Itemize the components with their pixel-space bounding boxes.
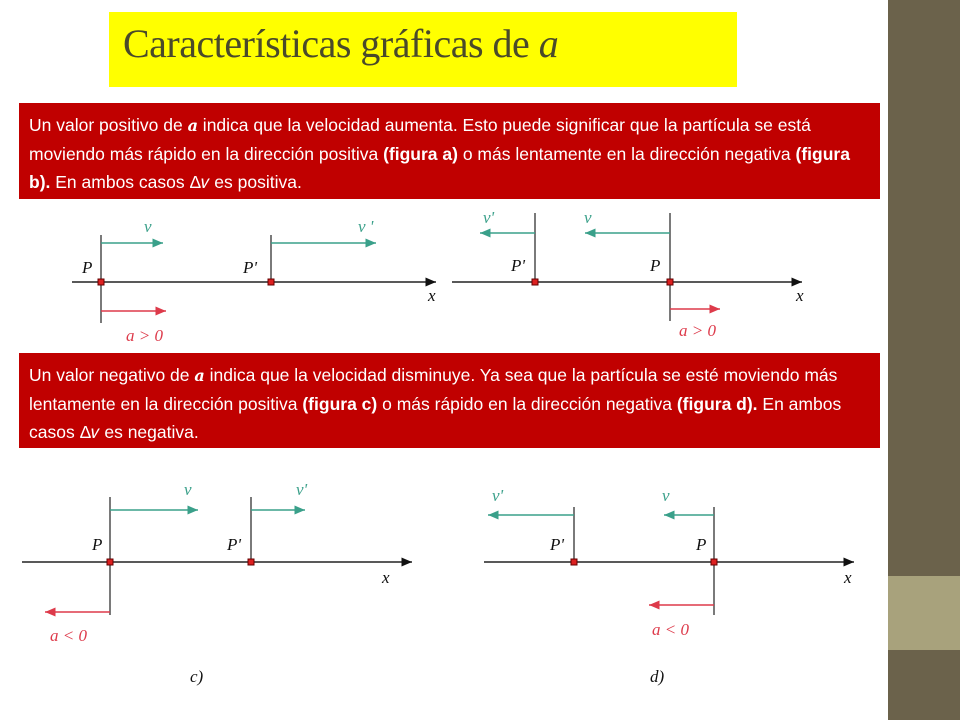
positive-acceleration-box [19, 103, 880, 199]
variable-a: a [194, 366, 205, 385]
particle-point [268, 279, 274, 285]
acceleration-label: a < 0 [50, 626, 87, 645]
point-label: P' [550, 535, 565, 554]
acceleration-label: a > 0 [679, 321, 716, 340]
figure-ref: (figura c) [302, 394, 378, 414]
particle-point [98, 279, 104, 285]
text: o más lentamente en la dirección negativa [457, 144, 796, 164]
sidebar-accent [888, 576, 960, 650]
point-label: P' [227, 535, 242, 554]
delta-v: Δ𝑣 [79, 422, 100, 442]
acceleration-label: a > 0 [126, 326, 163, 345]
figure-caption: c) [190, 667, 204, 686]
acceleration-label: a < 0 [652, 620, 689, 639]
velocity-label: v [584, 208, 592, 227]
text: En ambos casos [29, 394, 842, 442]
axis-label: x [844, 568, 852, 587]
figure-ref: (figura a) [383, 144, 458, 164]
point-label: P' [243, 258, 258, 277]
axis-label: x [796, 286, 804, 305]
text: indica que la velocidad aumenta. Esto puede significar que la partícula se está moviendo más rápido en la dirección positiva [29, 115, 811, 164]
point-label: P [92, 535, 103, 554]
text: o más rápido en la dirección negativa [377, 394, 677, 414]
text: es negativa. [99, 422, 199, 442]
velocity-label: v [184, 480, 192, 499]
text: es positiva. [209, 172, 302, 192]
velocity-label: v' [483, 208, 495, 227]
point-label: P [82, 258, 93, 277]
negative-acceleration-box [19, 353, 880, 448]
velocity-label: v' [296, 480, 308, 499]
velocity-label: v ' [358, 217, 374, 236]
title-banner [109, 12, 737, 87]
slide-title [123, 21, 558, 66]
axis-label: x [382, 568, 390, 587]
point-label: P [650, 256, 661, 275]
particle-point [532, 279, 538, 285]
figure-c [20, 465, 420, 695]
point-label: P' [511, 256, 526, 275]
velocity-label: v' [492, 486, 504, 505]
figure-caption: d) [650, 667, 665, 686]
particle-point [248, 559, 254, 565]
figure-a [60, 205, 450, 350]
figure-d [478, 465, 868, 695]
axis-label: x [428, 286, 436, 305]
text: indica que la velocidad disminuye. Ya sea que la partícula se esté moviendo más lentamente en la dirección positiva [29, 365, 838, 414]
title-variable: a [538, 21, 559, 66]
particle-point [711, 559, 717, 565]
delta-v: Δ𝑣 [189, 172, 210, 192]
velocity-label: v [144, 217, 152, 236]
point-label: P [696, 535, 707, 554]
figure-b [450, 205, 830, 350]
particle-point [571, 559, 577, 565]
title-text: Características gráficas de [123, 21, 539, 66]
text: Un valor positivo de [29, 115, 188, 135]
particle-point [107, 559, 113, 565]
text: Un valor negativo de [29, 365, 195, 385]
figure-ref: (figura d). [676, 394, 758, 414]
variable-a: a [187, 116, 198, 135]
text: En ambos casos [50, 172, 190, 192]
particle-point [667, 279, 673, 285]
figure-ref: (figura b). [29, 144, 850, 192]
velocity-label: v [662, 486, 670, 505]
